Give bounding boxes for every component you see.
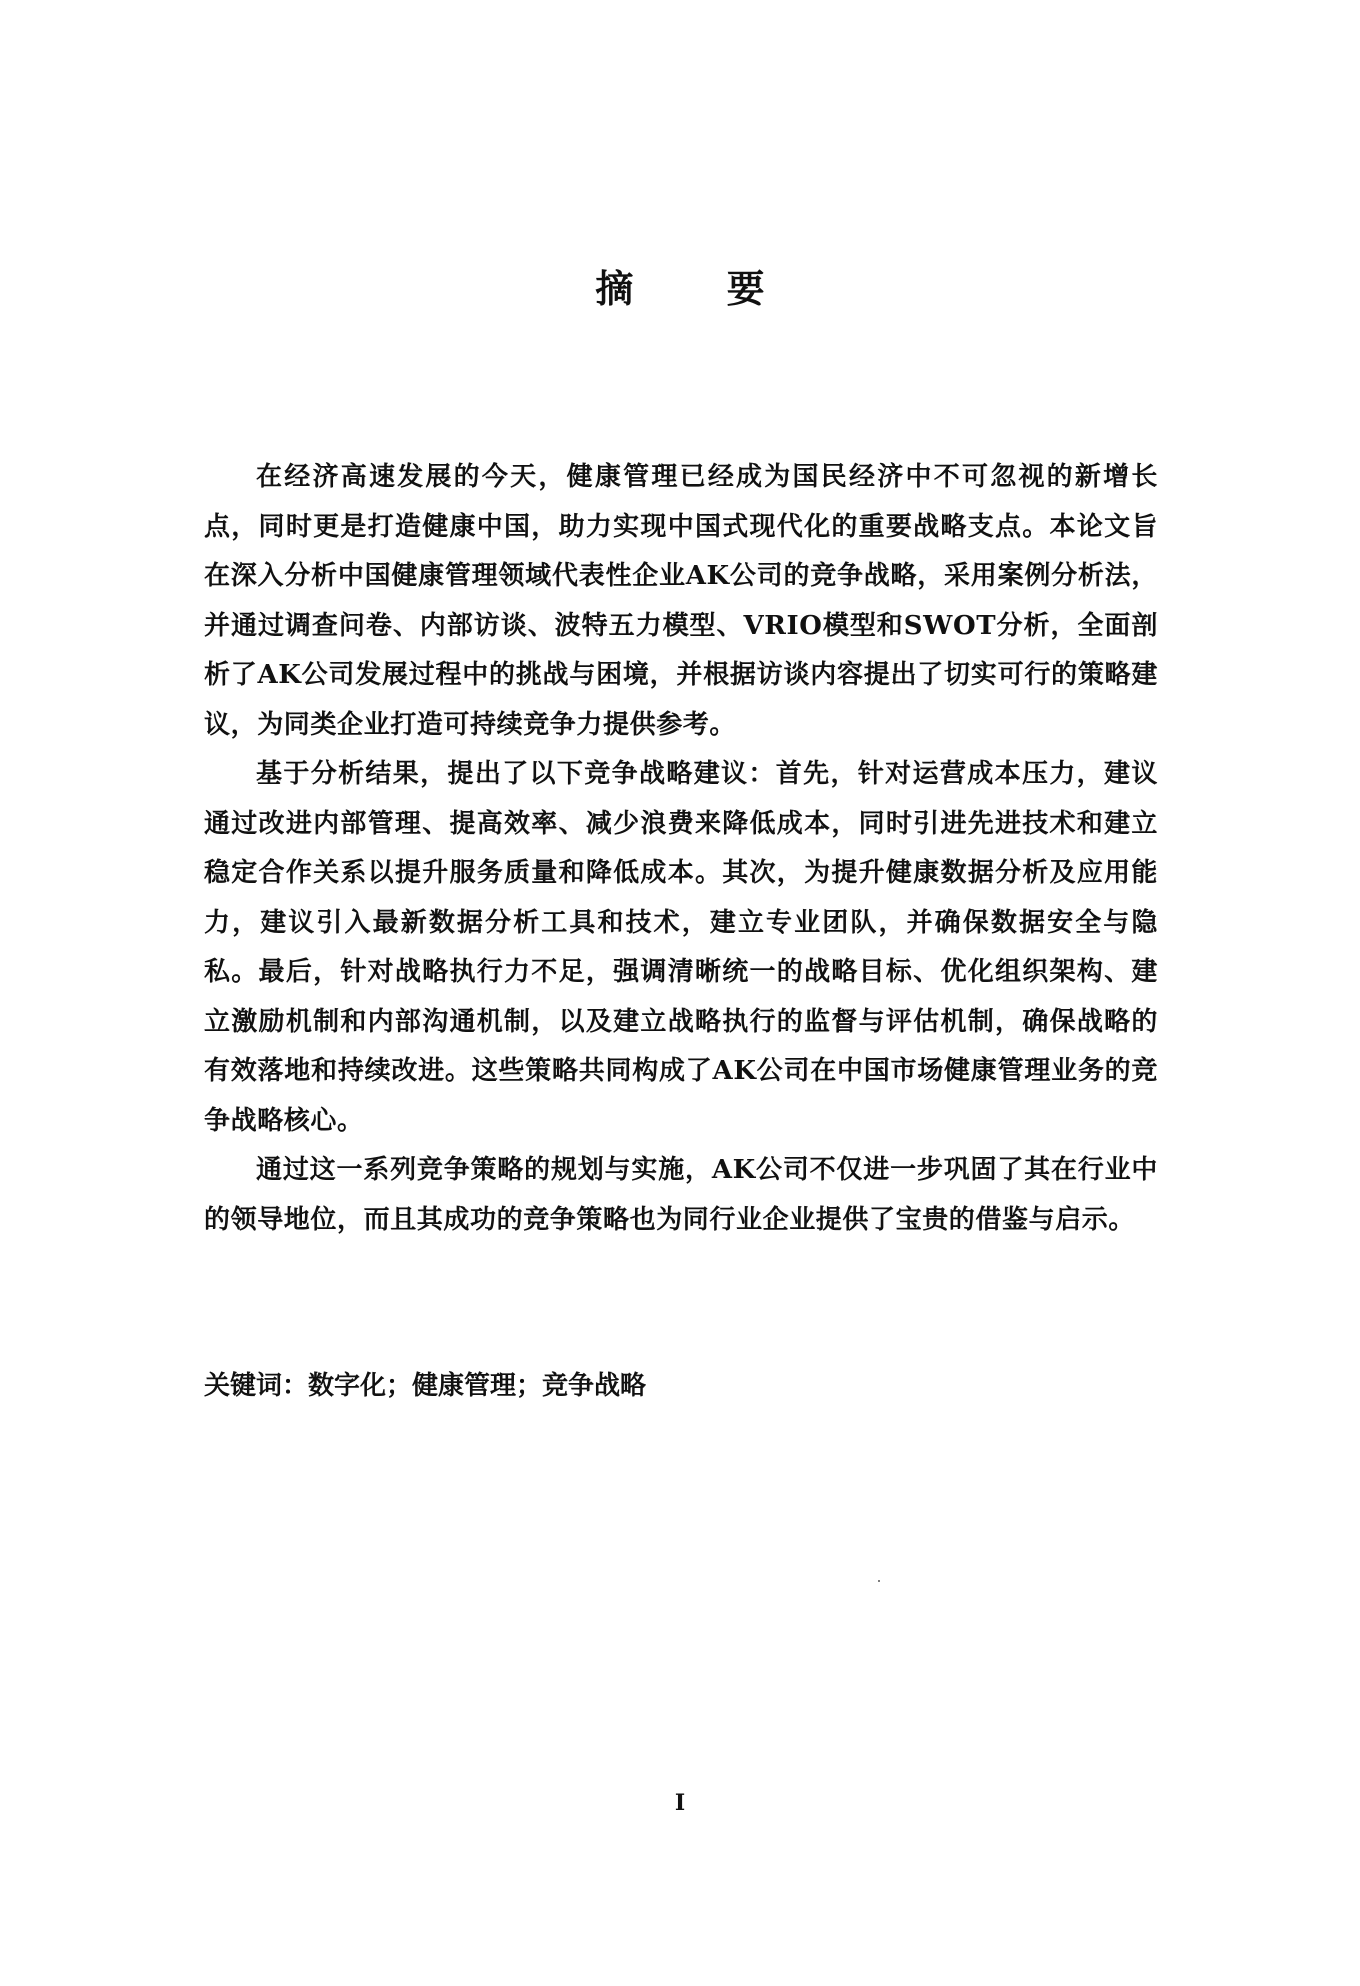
keyword-item: 竞争战略 xyxy=(542,1371,647,1401)
keyword-item: 健康管理； xyxy=(412,1371,543,1401)
page-number: I xyxy=(674,1790,686,1816)
keywords-label: 关键词： xyxy=(204,1371,309,1401)
abstract-paragraph-1: 在经济高速发展的今天，健康管理已经成为国民经济中不可忽视的新增长点，同时更是打造健康中国，助力实现中国式现代化的重要战略支点。本论文旨在深入分析中国健康管理领域代表性企业AK公司的竞争战略，采用案例分析法，并通过调查问卷、内部访谈、波特五力模型、VRIO模型和SWOT分析，全面剖析了AK公司发展过程中的挑战与困境，并根据访谈内容提出了切实可行的策略建议，为同类企业打造可持续竞争力提供参考。 xyxy=(204,462,1158,740)
abstract-paragraph-3: 通过这一系列竞争策略的规划与实施，AK公司不仅进一步巩固了其在行业中的领导地位，而且其成功的竞争策略也为同行业企业提供了宝贵的借鉴与启示。 xyxy=(204,1155,1158,1235)
abstract-body xyxy=(204,453,1158,1245)
abstract-title: 摘 要 xyxy=(595,267,805,311)
abstract-paragraph-2: 基于分析结果，提出了以下竞争战略建议：首先，针对运营成本压力，建议通过改进内部管理、提高效率、减少浪费来降低成本，同时引进先进技术和建立稳定合作关系以提升服务质量和降低成本。其次，为提升健康数据分析及应用能力，建议引入最新数据分析工具和技术，建立专业团队，并确保数据安全与隐私。最后，针对战略执行力不足，强调清晰统一的战略目标、优化组织架构、建立激励机制和内部沟通机制，以及建立战略执行的监督与评估机制，确保战略的有效落地和持续改进。这些策略共同构成了AK公司在中国市场健康管理业务的竞争战略核心。 xyxy=(204,759,1158,1136)
keyword-item: 数字化； xyxy=(308,1371,413,1401)
scan-speck xyxy=(878,1580,880,1582)
keywords-line xyxy=(204,1365,646,1402)
